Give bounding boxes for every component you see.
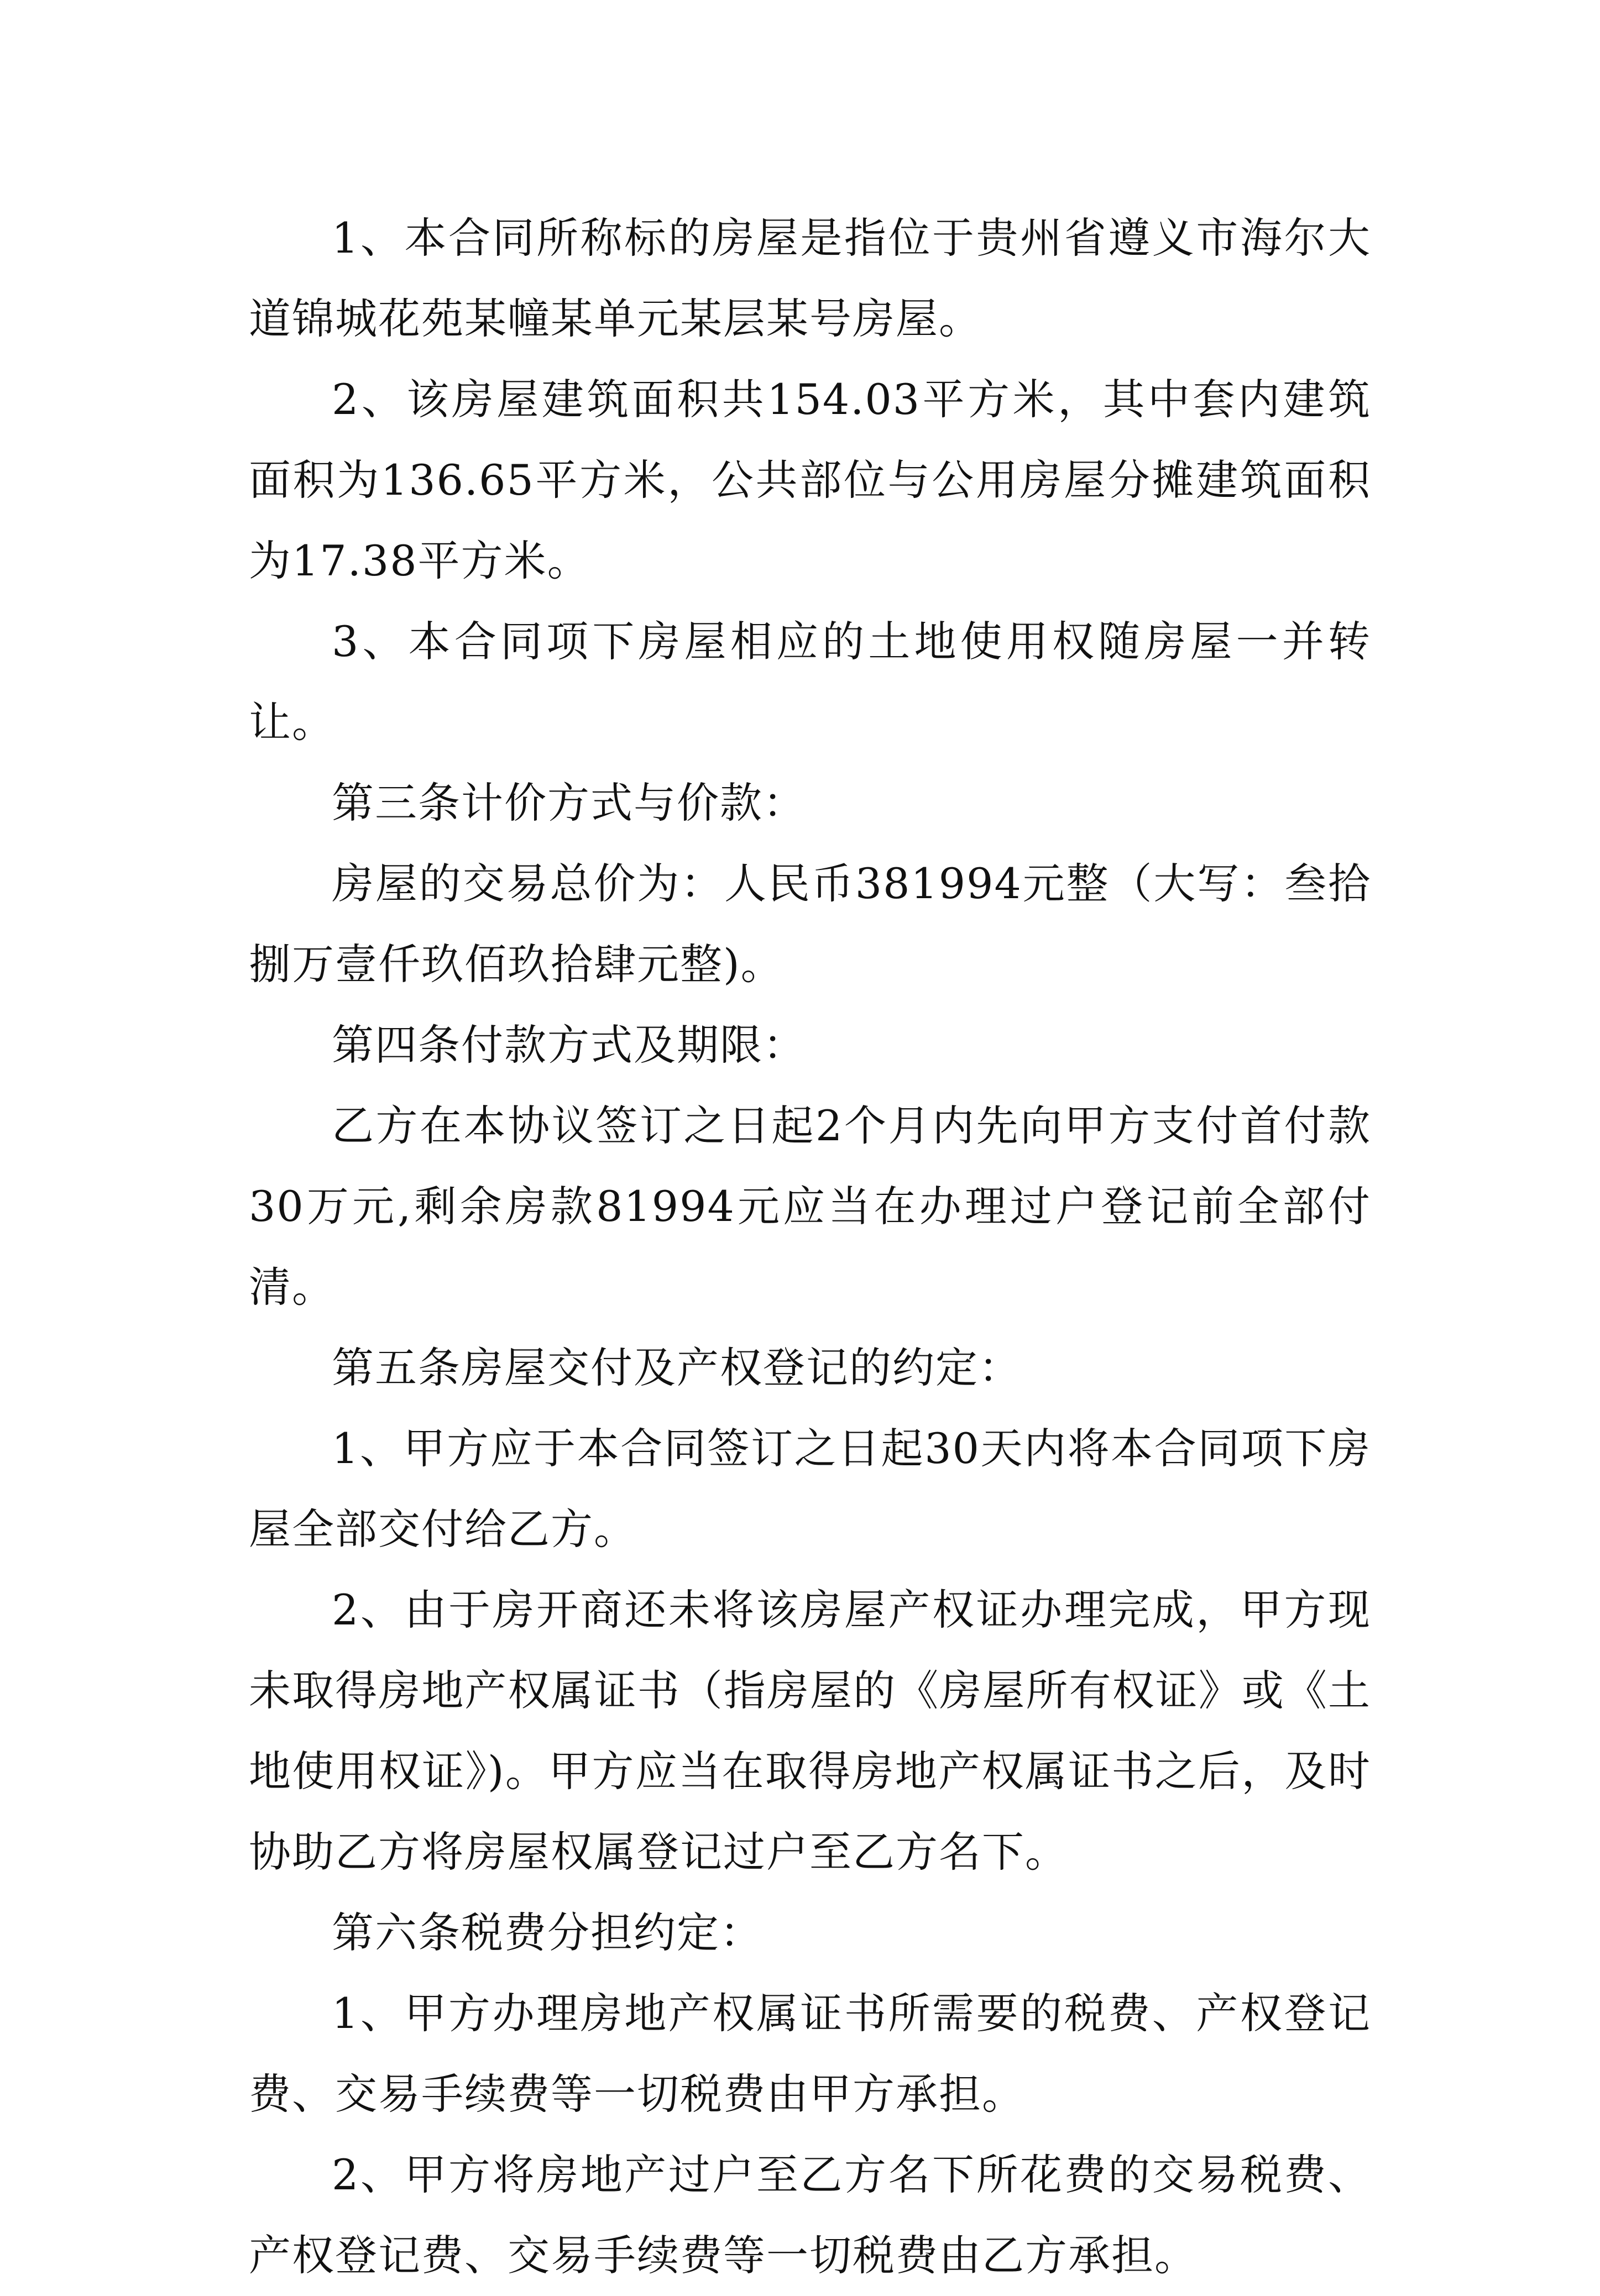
delivery-clause-2-paragraph: 2、由于房开商还未将该房屋产权证办理完成，甲方现未取得房地产权属证书（指房屋的《房屋所有权证》或《土地使用权证》)。甲方应当在取得房地产权属证书之后，及时协助乙方将房屋权属登记过户至乙方名下。 xyxy=(249,1585,1371,1876)
tax-clause-2-paragraph: 2、甲方将房地产过户至乙方名下所花费的交易税费、产权登记费、交易手续费等一切税费由乙方承担。 xyxy=(249,2150,1371,2280)
article-3-heading: 第三条计价方式与价款： xyxy=(332,778,806,827)
article-6-heading: 第六条税费分担约定： xyxy=(332,1908,763,1957)
tax-clause-1-paragraph: 1、甲方办理房地产权属证书所需要的税费、产权登记费、交易手续费等一切税费由甲方承担。 xyxy=(249,1989,1371,2119)
clause-2-paragraph: 2、该房屋建筑面积共154.03平方米，其中套内建筑面积为136.65平方米，公共部位与公用房屋分摊建筑面积为17.38平方米。 xyxy=(249,375,1371,585)
clause-1-paragraph: 1、本合同所称标的房屋是指位于贵州省遵义市海尔大道锦城花苑某幢某单元某层某号房屋。 xyxy=(249,213,1371,343)
article-4-heading: 第四条付款方式及期限： xyxy=(332,1020,806,1070)
document-body xyxy=(249,198,1371,2296)
total-price-paragraph: 房屋的交易总价为：人民币381994元整（大写：叁拾捌万壹仟玖佰玖拾肆元整)。 xyxy=(249,859,1371,989)
clause-3-paragraph: 3、本合同项下房屋相应的土地使用权随房屋一并转让。 xyxy=(249,617,1371,747)
payment-terms-paragraph: 乙方在本协议签订之日起2个月内先向甲方支付首付款30万元,剩余房款81994元应当在办理过户登记前全部付清。 xyxy=(249,1101,1371,1312)
article-5-heading: 第五条房屋交付及产权登记的约定： xyxy=(332,1343,1022,1392)
delivery-clause-1-paragraph: 1、甲方应于本合同签订之日起30天内将本合同项下房屋全部交付给乙方。 xyxy=(249,1424,1371,1554)
